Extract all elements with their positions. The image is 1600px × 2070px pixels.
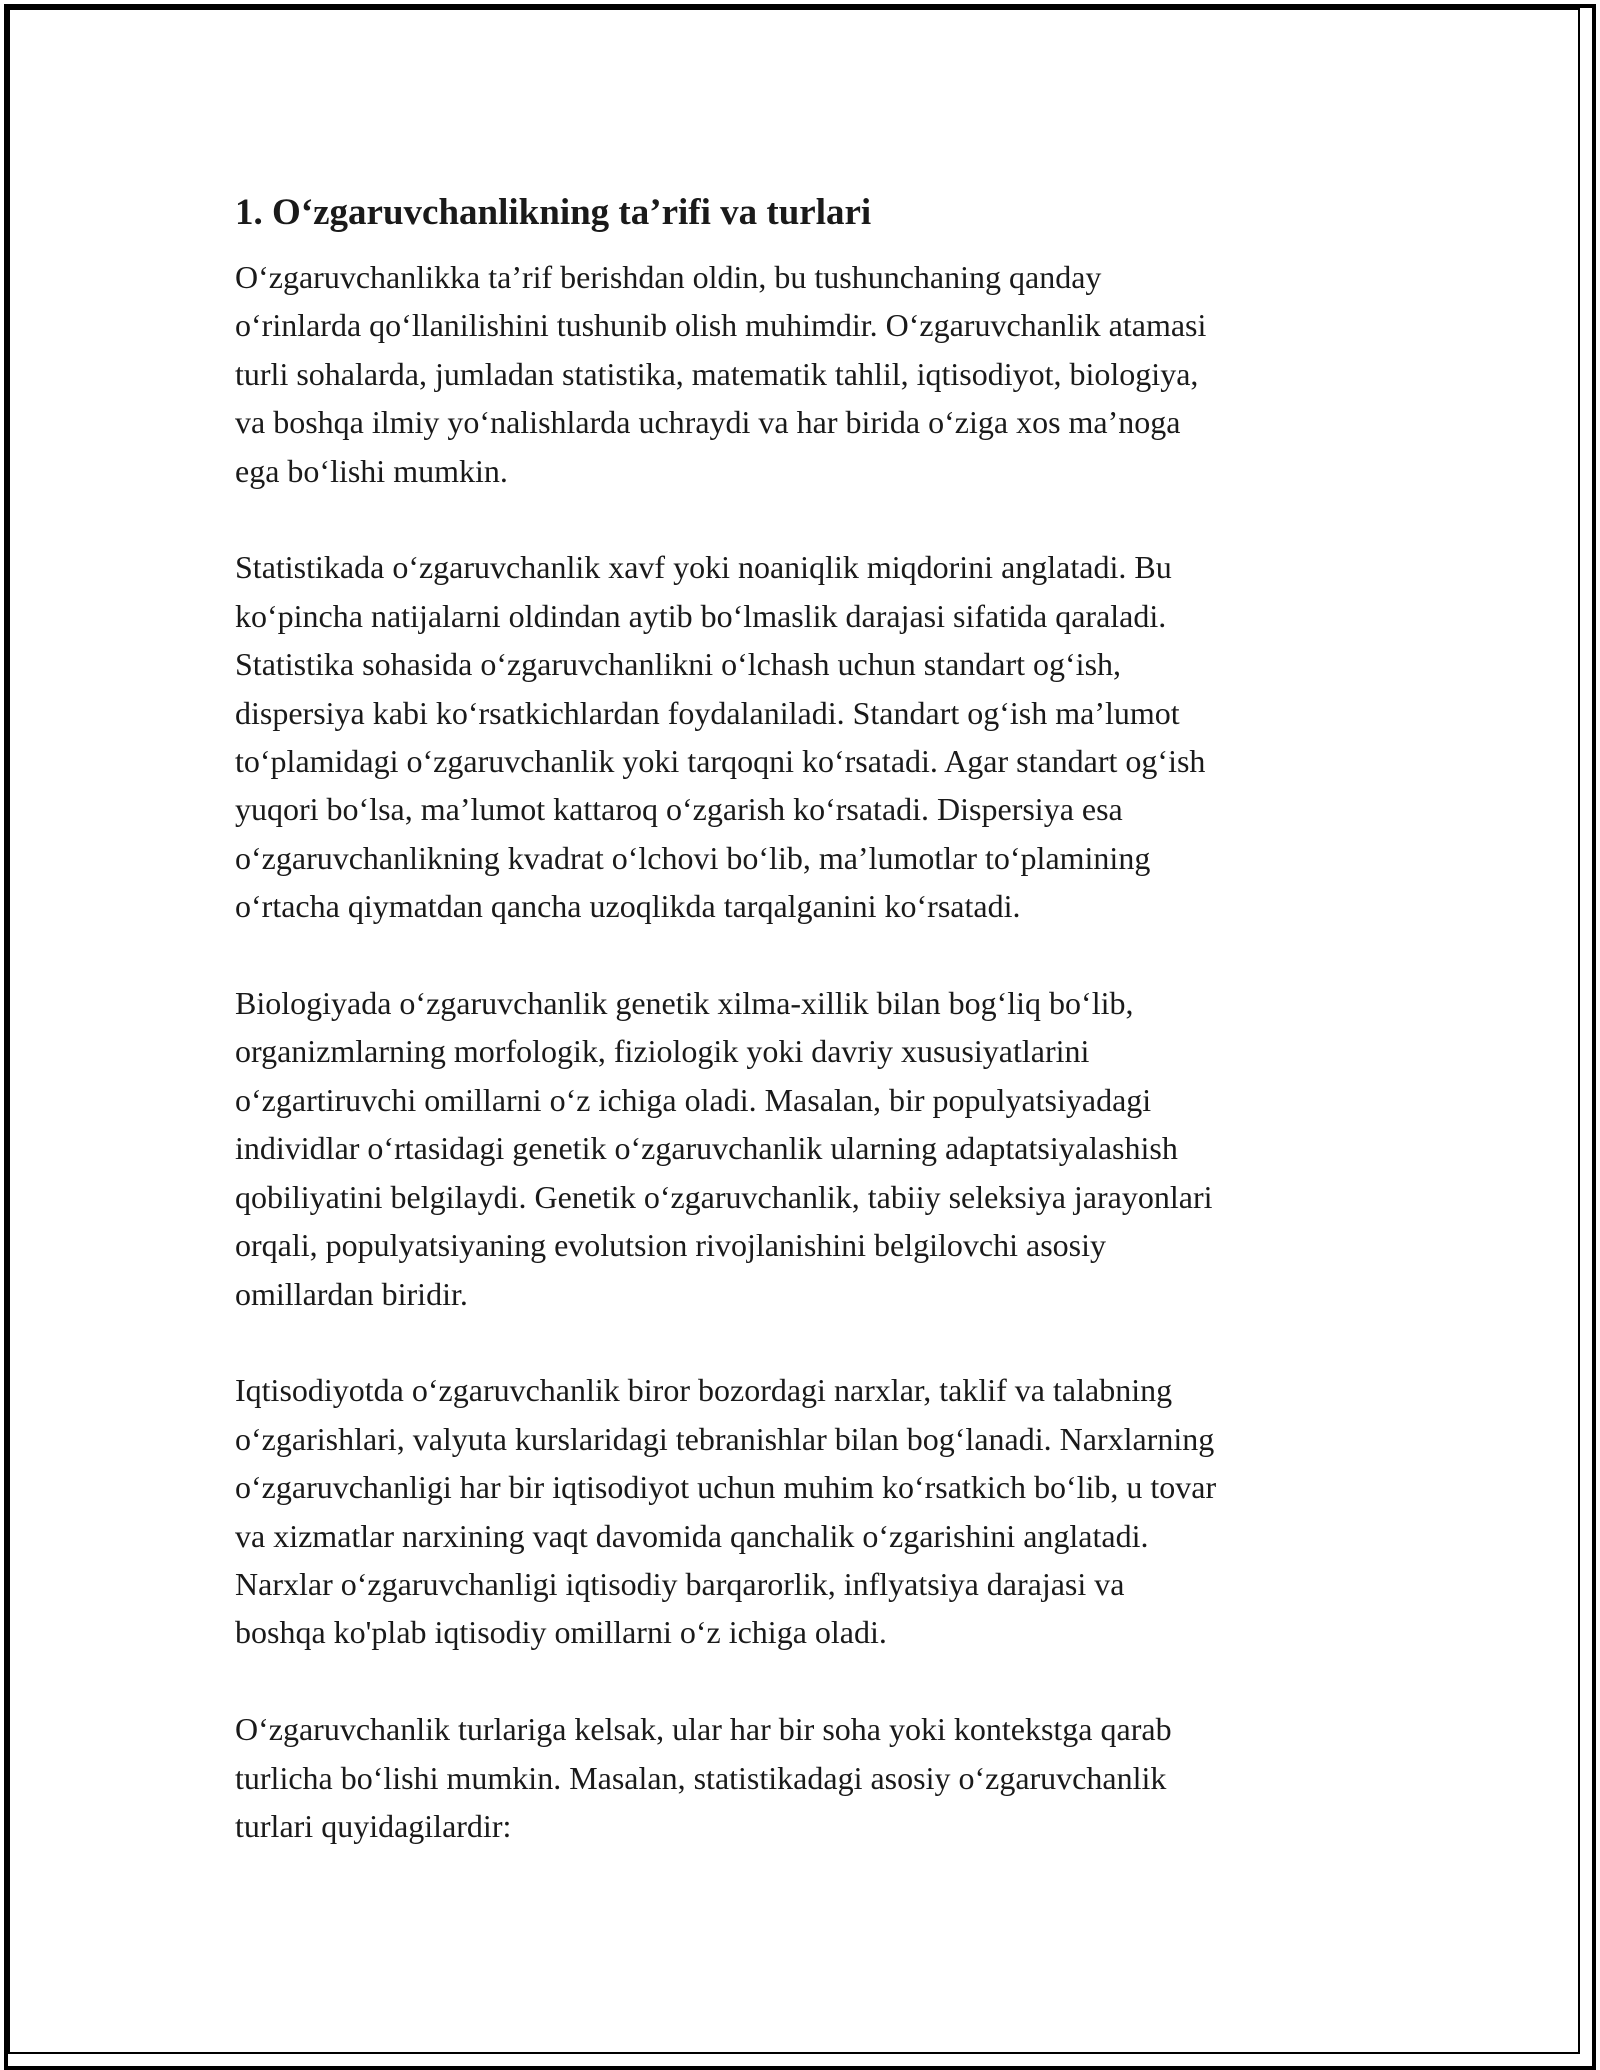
- text-line: Biologiyada o‘zgaruvchanlik genetik xilma-xillik bilan bog‘liq bo‘lib,: [235, 985, 1134, 1022]
- text-line: individlar o‘rtasidagi genetik o‘zgaruvchanlik ularning adaptatsiyalashish: [235, 1130, 1178, 1167]
- text-line: omillardan biridir.: [235, 1275, 468, 1312]
- text-line: turli sohalarda, jumladan statistika, matematik tahlil, iqtisodiyot, biologiya,: [235, 355, 1199, 392]
- text-line: dispersiya kabi ko‘rsatkichlardan foydalaniladi. Standart og‘ish ma’lumot: [235, 694, 1180, 731]
- text-line: yuqori bo‘lsa, ma’lumot kattaroq o‘zgarish ko‘rsatadi. Dispersiya esa: [235, 791, 1123, 828]
- text-line: O‘zgaruvchanlik turlariga kelsak, ular har bir soha yoki kontekstga qarab: [235, 1711, 1172, 1748]
- text-line: ega bo‘lishi mumkin.: [235, 452, 508, 489]
- text-line: o‘zgaruvchanlikning kvadrat o‘lchovi bo‘lib, ma’lumotlar to‘plamining: [235, 839, 1151, 876]
- text-line: O‘zgaruvchanlikka ta’rif berishdan oldin, bu tushunchaning qanday: [235, 259, 1102, 295]
- text-line: Statistika sohasida o‘zgaruvchanlikni o‘lchash uchun standart og‘ish,: [235, 646, 1122, 683]
- text-line: orqali, populyatsiyaning evolutsion rivojlanishini belgilovchi asosiy: [235, 1227, 1107, 1264]
- text-line: Iqtisodiyotda o‘zgaruvchanlik biror bozordagi narxlar, taklif va talabning: [235, 1372, 1173, 1409]
- text-line: o‘rtacha qiymatdan qancha uzoqlikda tarqalganini ko‘rsatadi.: [235, 888, 1021, 925]
- text-line: turlicha bo‘lishi mumkin. Masalan, statistikadagi asosiy o‘zgaruvchanlik: [235, 1759, 1167, 1796]
- text-line: ko‘pincha natijalarni oldindan aytib bo‘lmaslik darajasi sifatida qaraladi.: [235, 597, 1167, 634]
- text-line: o‘rinlarda qo‘llanilishini tushunib olish muhimdir. O‘zgaruvchanlik atamasi: [235, 307, 1207, 344]
- text-line: qobiliyatini belgilaydi. Genetik o‘zgaruvchanlik, tabiiy seleksiya jarayonlari: [235, 1178, 1213, 1215]
- text-line: va boshqa ilmiy yo‘nalishlarda uchraydi va har birida o‘ziga xos ma’noga: [235, 404, 1181, 441]
- section-heading: 1. O‘zgaruvchanlikning ta’rifi va turlari: [235, 192, 872, 233]
- paragraph-types: [235, 1705, 1365, 1850]
- text-line: Statistikada o‘zgaruvchanlik xavf yoki noaniqlik miqdorini anglatadi. Bu: [235, 549, 1172, 586]
- text-line: organizmlarning morfologik, fiziologik yoki davriy xususiyatlarini: [235, 1033, 1090, 1070]
- document-body: [235, 185, 1365, 1899]
- text-line: o‘zgaruvchanligi har bir iqtisodiyot uchun muhim ko‘rsatkich bo‘lib, u tovar: [235, 1469, 1217, 1506]
- text-line: o‘zgarishlari, valyuta kurslaridagi tebranishlar bilan bog‘lanadi. Narxlarning: [235, 1420, 1215, 1457]
- paragraph-biology: [235, 979, 1365, 1318]
- text-line: turlari quyidagilardir:: [235, 1807, 512, 1844]
- text-line: o‘zgartiruvchi omillarni o‘z ichiga oladi. Masalan, bir populyatsiyadagi: [235, 1081, 1152, 1118]
- paragraph-statistics: [235, 543, 1365, 930]
- paragraph-economics: [235, 1366, 1365, 1656]
- text-line: va xizmatlar narxining vaqt davomida qanchalik o‘zgarishini anglatadi.: [235, 1517, 1149, 1554]
- text-line: Narxlar o‘zgaruvchanligi iqtisodiy barqarorlik, inflyatsiya darajasi va: [235, 1565, 1125, 1602]
- paragraph-intro: [235, 253, 1365, 495]
- text-line: boshqa ko'plab iqtisodiy omillarni o‘z ichiga oladi.: [235, 1614, 887, 1651]
- text-line: to‘plamidagi o‘zgaruvchanlik yoki tarqoqni ko‘rsatadi. Agar standart og‘ish: [235, 743, 1206, 780]
